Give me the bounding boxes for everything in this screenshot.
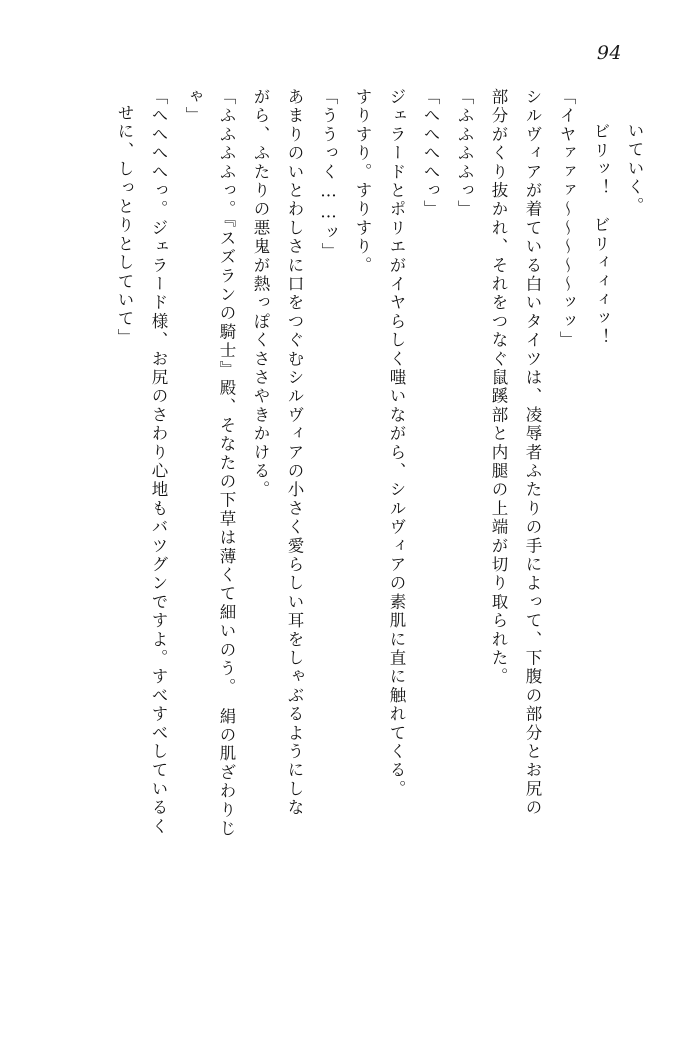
text-column: せに、しっとりとしていて」 [115,104,134,348]
text-column: 部分がくり抜かれ、それをつなぐ鼠蹊部と内腿の上端が切り取られた。 [489,88,508,687]
text-column-emphasis: 「ふふふふっ。『スズランの騎士』殿、そなたの下草は薄くて細いのう。 絹の肌ざわりじ [217,88,236,839]
text-column: 「ううっく……ッ」 [319,88,338,262]
page-number: 94 [596,42,622,64]
text-column: 「イヤァァァ～～～～～ッッ」 [557,88,576,350]
vertical-text-block [62,88,642,978]
text-column: ゃ」 [183,88,202,126]
text-column: 「ふふふふっ」 [455,88,474,219]
text-column: 「へへへへっ」 [421,88,440,219]
text-column: あまりのいとわしさに口をつぐむシルヴィアの小さく愛らしい耳をしゃぶるようにしな [285,88,304,818]
text-column: 「へへへへっ。ジェラード様、お尻のさわり心地もバツグンですよ。すべすべしているく [149,88,168,836]
text-column: すりすり。すりすり。 [353,88,372,275]
text-column: ビリッ！ ビリィィィッ！ [591,104,610,348]
text-column: シルヴィアが着ている白いタイツは、凌辱者ふたりの手によって、下腹の部分とお尻の [523,88,542,818]
text-column: がら、ふたりの悪鬼が熱っぽくささやきかける。 [251,88,270,500]
text-column: ジェラードとポリエがイヤらしく嗤いながら、シルヴィアの素肌に直に触れてくる。 [387,88,406,799]
text-column: いていく。 [625,122,644,216]
